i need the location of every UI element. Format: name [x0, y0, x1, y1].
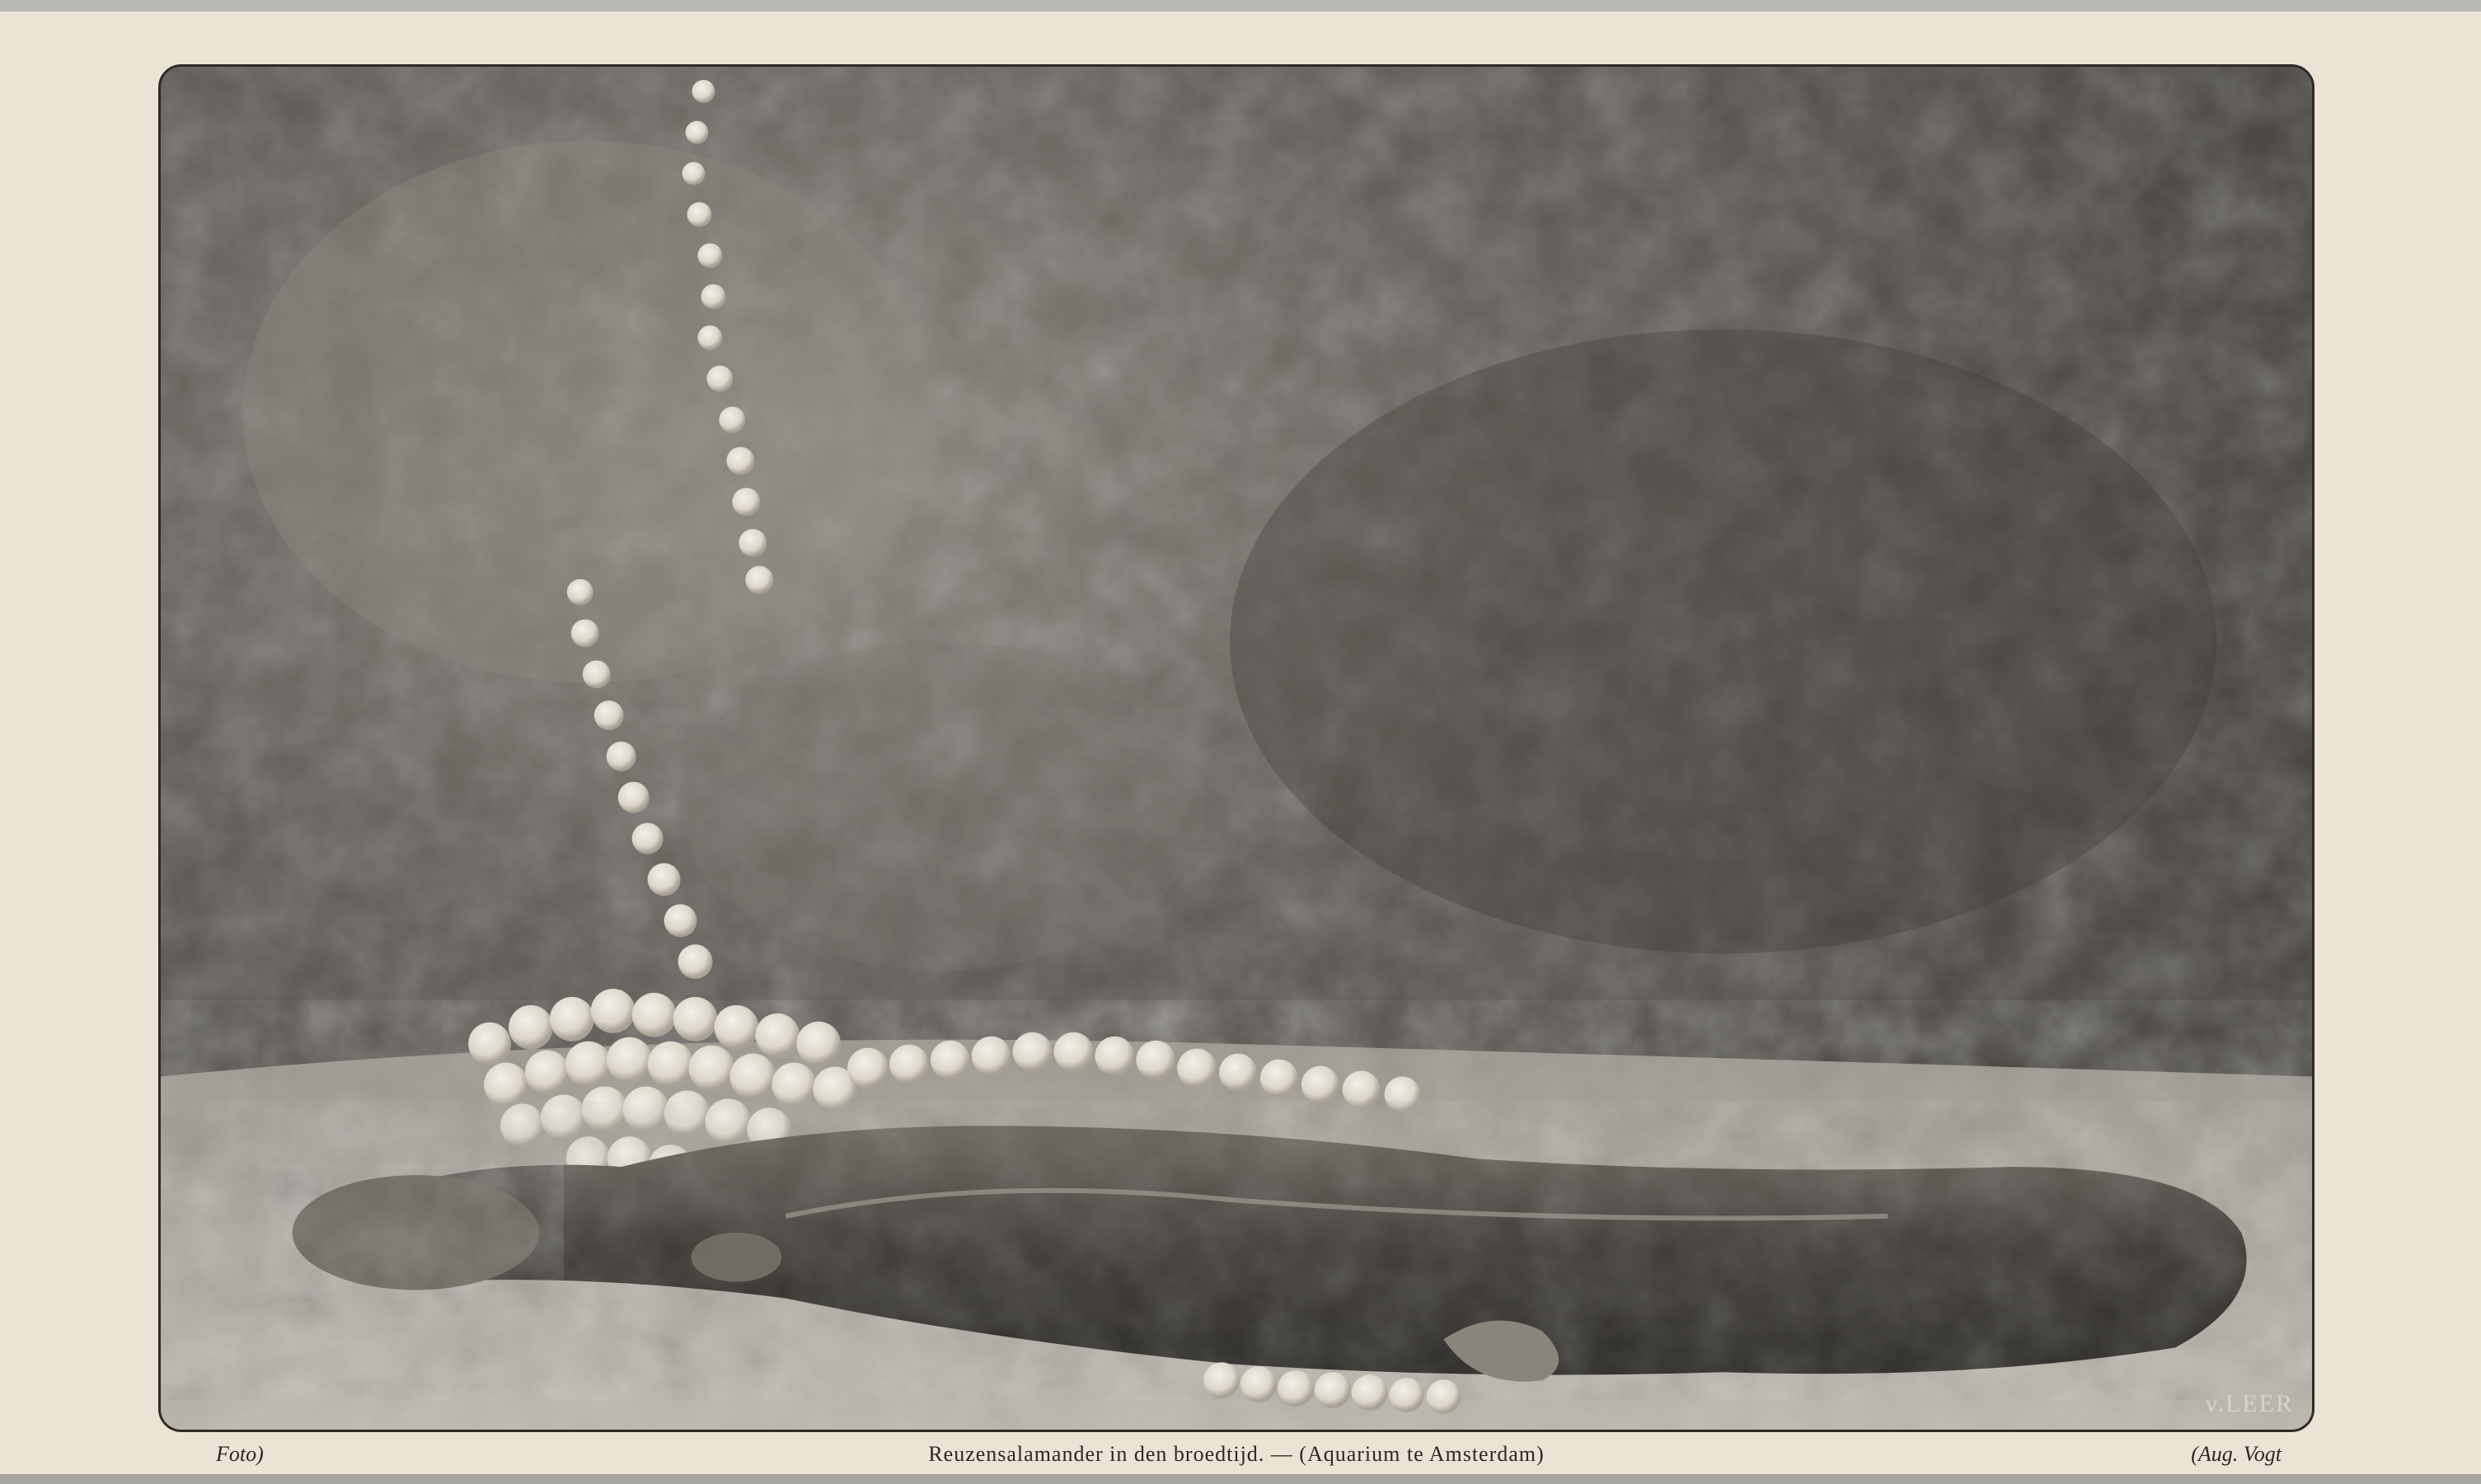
shadow-rock [1230, 330, 2216, 953]
photographer-name: (Aug. Vogt [2191, 1442, 2282, 1466]
caption-title: Reuzensalamander in den broedtijd. — (Aquarium te Amsterdam) [928, 1442, 1545, 1466]
salamander-photo [161, 67, 2312, 1430]
artist-signature: v.LEER [2205, 1390, 2294, 1417]
photo-plate [158, 64, 2315, 1432]
bottom-edge [0, 1474, 2481, 1484]
rock-mass [679, 641, 1206, 970]
front-leg [692, 1233, 782, 1282]
photo-credit-label: Foto) [216, 1442, 264, 1466]
top-edge [0, 0, 2481, 12]
caption [158, 1442, 2315, 1475]
